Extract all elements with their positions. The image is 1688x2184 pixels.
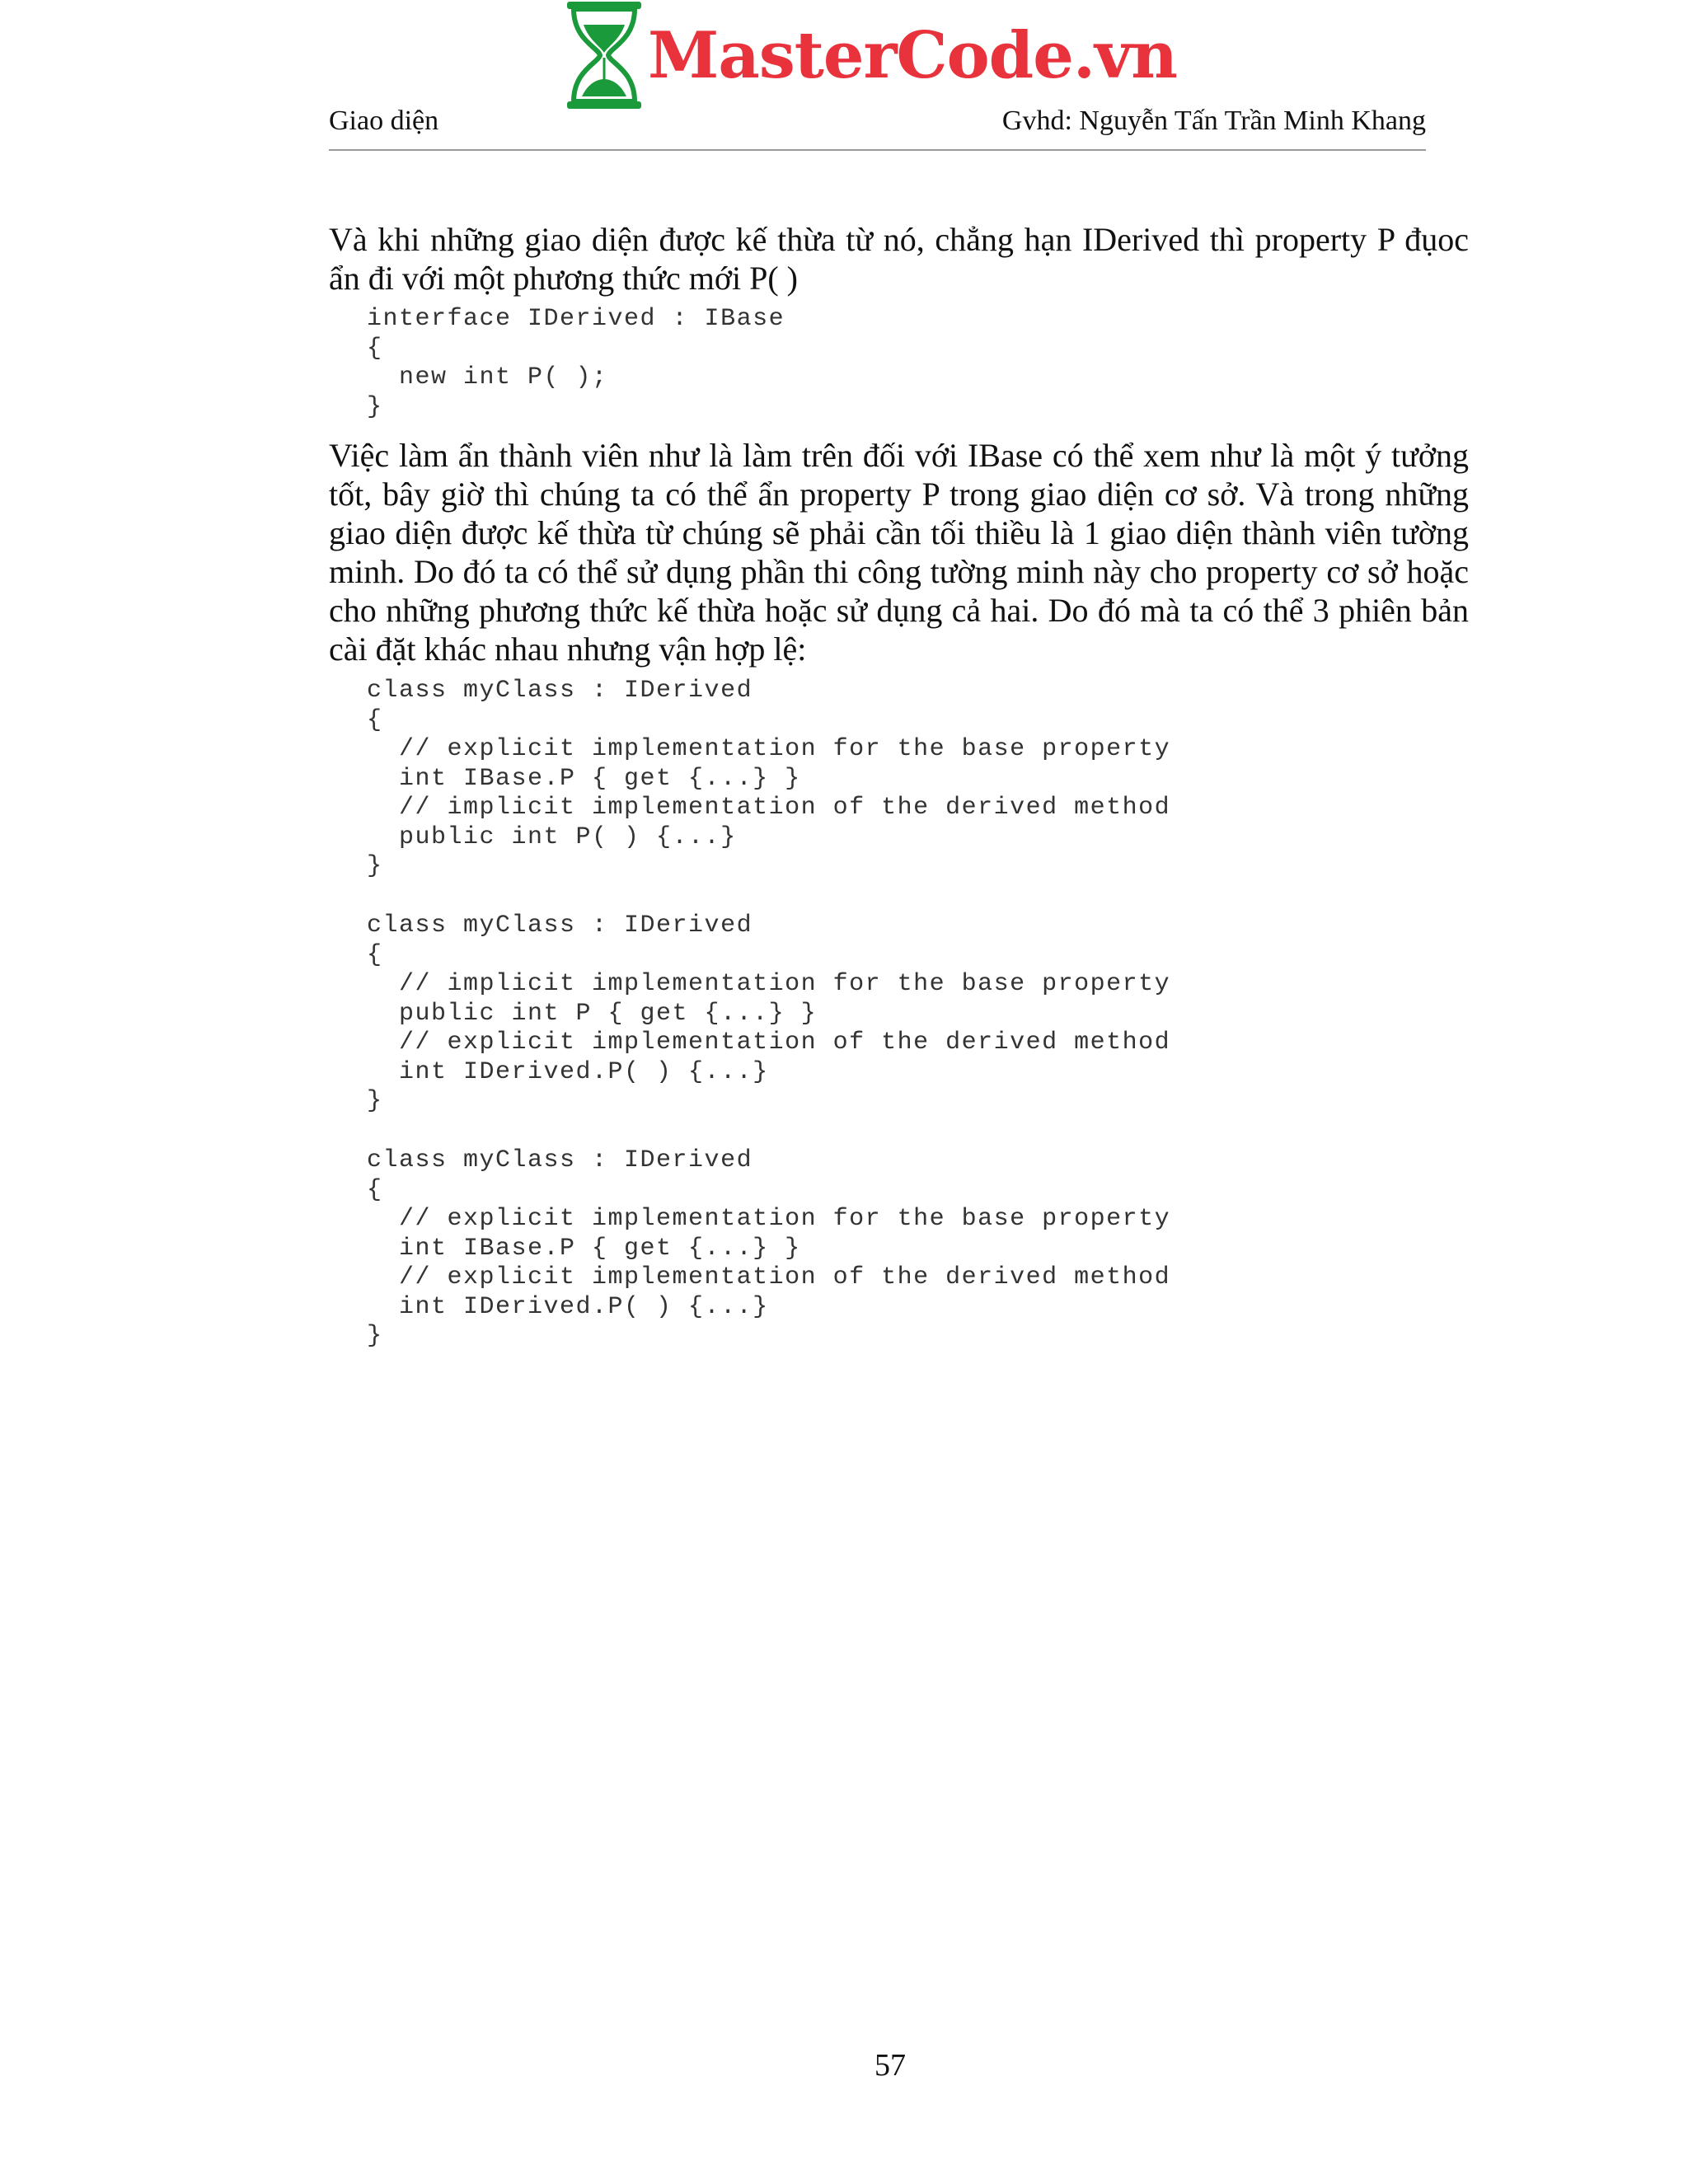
page-number: 57 [874, 2048, 906, 2083]
code-block-interface: interface IDerived : IBase { new int P( ); } [367, 305, 785, 421]
mastercode-logo [565, 0, 1178, 112]
code-block-version-2: class myClass : IDerived { // implicit implementation for the base property public int P { get {...} } // explicit implementation of the derived method int IDerived.P( ) {...} } [367, 912, 1171, 1115]
logo-text: MasterCode.vn [648, 18, 1178, 93]
header-instructor: Gvhd: Nguyễn Tấn Trần Minh Khang [1001, 105, 1426, 136]
header-divider [329, 149, 1426, 151]
paragraph-intro: Và khi những giao diện được kế thừa từ nó, chẳng hạn IDerived thì property P đụoc ẩn đi với một phương thức mới P( ) [329, 221, 1469, 297]
header-chapter-title: Giao diện [329, 105, 439, 136]
hourglass-icon [565, 0, 643, 110]
code-block-version-1: class myClass : IDerived { // explicit implementation for the base property int IBase.P { get {...} } // implicit implementation of the derived method public int P( ) {...} } [367, 677, 1171, 880]
code-block-version-3: class myClass : IDerived { // explicit implementation for the base property int IBase.P { get {...} } // explicit implementation of the derived method int IDerived.P( ) {...} } [367, 1146, 1171, 1350]
paragraph-explanation: Việc làm ẩn thành viên như là làm trên đối với IBase có thể xem như là một ý tưởng tốt, bây giờ thì chúng ta có thể ẩn property P trong giao diện cơ sở. Và trong những giao diện được kế thừa từ chúng sẽ phải cần tối thiều là 1 giao diện thành viên tường minh. Do đó ta có thể sử dụng phần thi công tường minh này cho property cơ sở hoặc cho những phương thức kế thừa hoặc sử dụng cả hai. Do đó mà ta có thể 3 phiên bản cài đặt khác nhau nhưng vận hợp lệ: [329, 437, 1469, 668]
